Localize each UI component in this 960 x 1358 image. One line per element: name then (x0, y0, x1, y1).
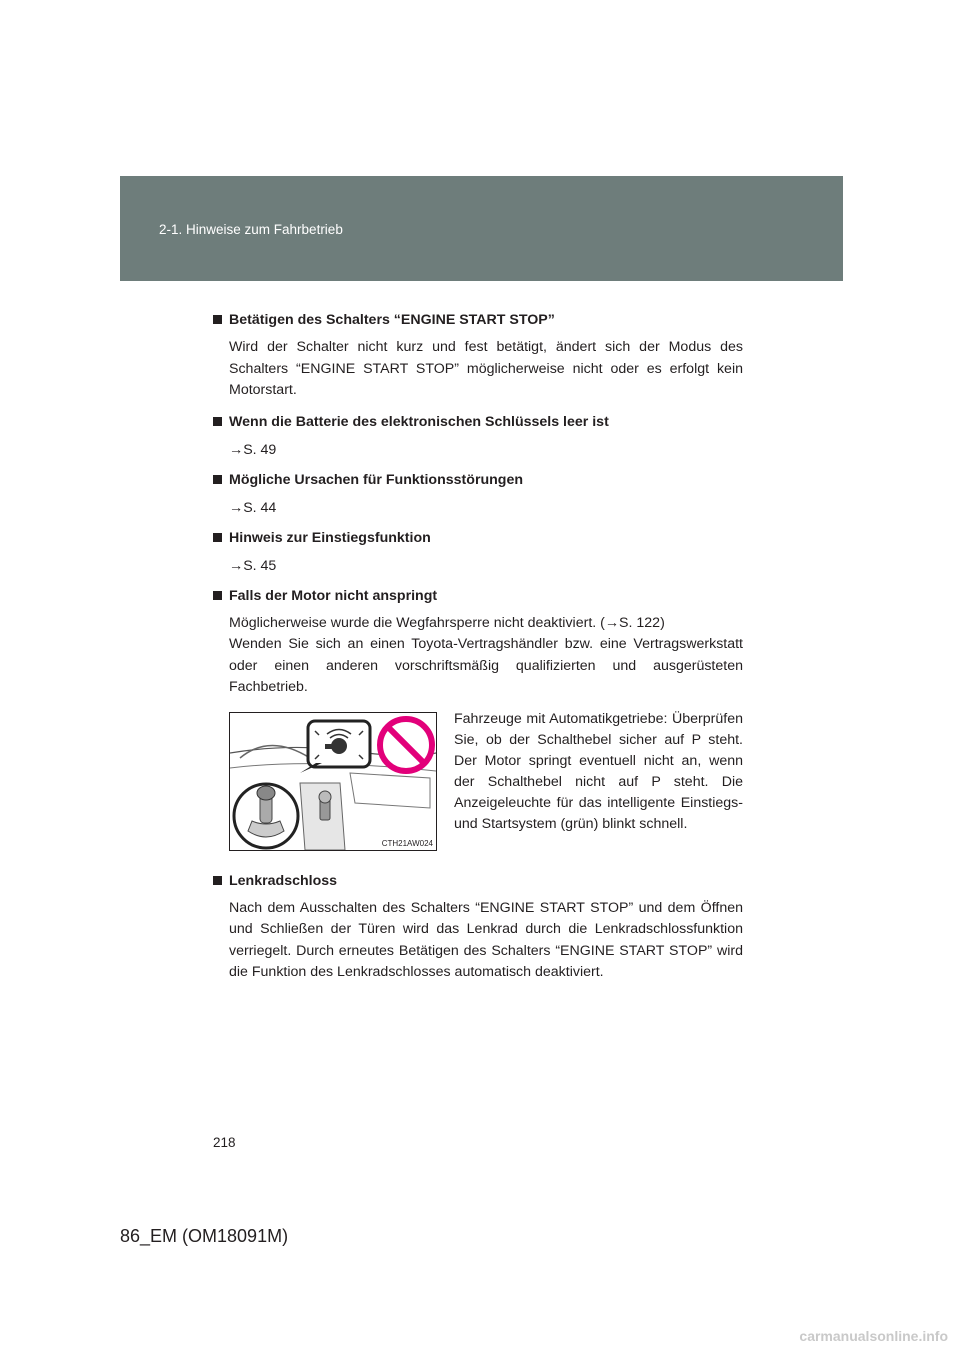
section-engine-not-starting (213, 586, 743, 699)
section-body: Nach dem Ausschalten des Schalters “ENGINE START STOP” und dem Öffnen und Schließen der Türen wird das Lenkrad durch die Lenkradschlossfunktion verriegelt. Durch erneutes Betätigen des Schalters “ENGINE START STOP” wird die Funktion des Lenkradschlosses automatisch deaktiviert. (229, 899, 743, 980)
section-engine-switch (213, 310, 743, 402)
page-reference: →S. 45 (229, 557, 277, 574)
section-body: Möglicherweise wurde die Wegfahrsperre nicht deaktiviert. (→S. 122) (229, 614, 665, 631)
prohibition-icon (380, 719, 432, 771)
section-body-2: Wenden Sie sich an einen Toyota-Vertragshändler bzw. eine Vertragswerkstatt oder einen anderen vorschriftsmäßig qualifizierten und ausgerüsteten Fachbetrieb. (229, 636, 743, 695)
section-header (120, 176, 843, 281)
section-steering-lock (213, 871, 743, 984)
section-heading: Betätigen des Schalters “ENGINE START STOP” (213, 310, 743, 330)
figure-row (229, 709, 743, 869)
shift-lever-icon (234, 784, 298, 848)
section-heading: Mögliche Ursachen für Funktionsstörungen (213, 470, 743, 490)
document-code: 86_EM (OM18091M) (120, 1226, 289, 1246)
section-heading: Hinweis zur Einstiegsfunktion (213, 528, 743, 548)
page-reference: →S. 49 (229, 441, 277, 458)
section-heading: Lenkradschloss (213, 871, 743, 891)
dashboard-drawing (230, 713, 436, 850)
figure-code: CTH21AW024 (381, 838, 433, 848)
watermark: carmanualsonline.info (799, 1328, 948, 1344)
section-entry-function (213, 528, 743, 576)
section-title: 2-1. Hinweise zum Fahrbetrieb (159, 222, 343, 237)
key-indicator-icon (300, 721, 370, 773)
figure-caption: Fahrzeuge mit Automatikgetriebe: Überprüfen Sie, ob der Schalthebel sicher auf P steht. Der Motor springt eventuell nicht an, wenn der Schalthebel nicht auf P steht. Die Anzeigeleuchte für das intelligente Einstiegs- und Startsystem (grün) blinkt schnell. (454, 710, 743, 832)
page-reference: →S. 44 (229, 499, 277, 516)
section-key-battery (213, 412, 743, 460)
section-malfunction (213, 470, 743, 518)
section-heading: Wenn die Batterie des elektronischen Schlüssels leer ist (213, 412, 743, 432)
section-body: Wird der Schalter nicht kurz und fest betätigt, ändert sich der Modus des Schalters “ENGINE START STOP” möglicherweise nicht oder es erfolgt kein Motorstart. (229, 339, 743, 398)
dashboard-illustration (229, 712, 437, 851)
page-number: 218 (213, 1135, 236, 1150)
page-content (213, 310, 743, 994)
section-heading: Falls der Motor nicht anspringt (213, 586, 743, 606)
